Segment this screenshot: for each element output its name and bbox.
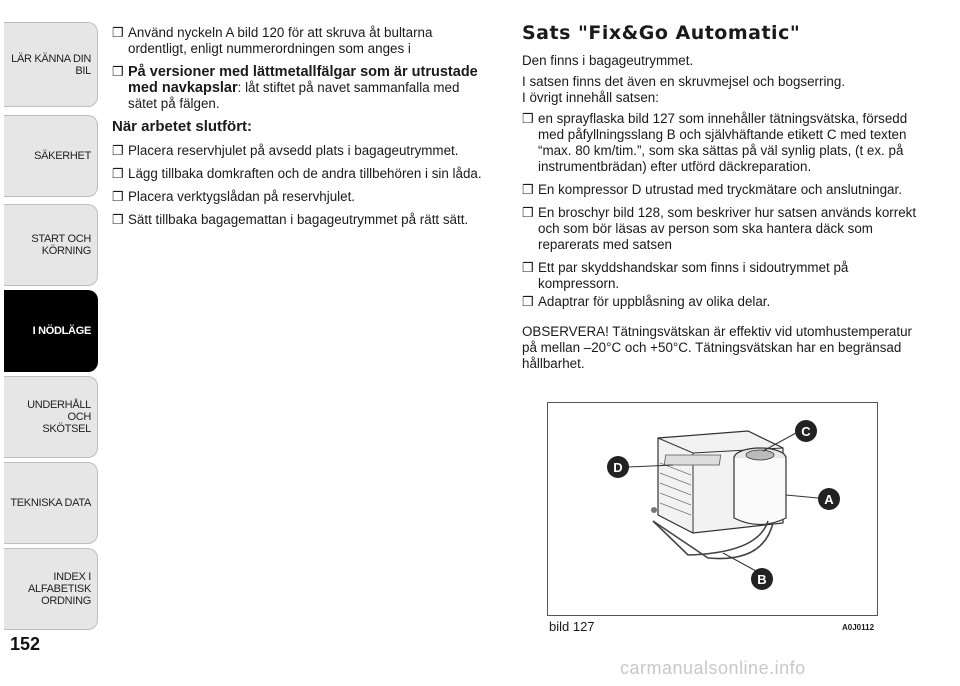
checkbox-bullet-icon: ❒: [112, 64, 124, 79]
list-item: [112, 143, 488, 159]
watermark: carmanualsonline.info: [620, 658, 806, 678]
tab-start-och-korning[interactable]: [4, 204, 98, 286]
tab-label: INDEX I ALFABETISK ORDNING: [27, 571, 91, 607]
checkbox-bullet-icon: ❒: [112, 143, 124, 158]
item-text: Sätt tillbaka bagagemattan i bagageutrymmet på rätt sätt.: [128, 212, 469, 227]
list-item: [522, 205, 917, 253]
item-text: Använd nyckeln A bild 120 för att skruva åt bultarna ordentligt, enligt nummerordningen som anges i: [128, 25, 433, 56]
right-column: [522, 22, 917, 377]
checkbox-bullet-icon: ❒: [522, 182, 534, 197]
tab-label: LÄR KÄNNA DIN BIL: [11, 52, 91, 77]
label-a-badge: [818, 488, 840, 510]
tab-index[interactable]: [4, 548, 98, 630]
tab-label: UNDERHÅLL OCH SKÖTSEL: [27, 399, 91, 435]
item-text: Placera verktygslådan på reservhjulet.: [128, 189, 356, 204]
compressor-illustration: [548, 403, 877, 615]
list-item: [112, 64, 488, 112]
label-b-badge: [751, 568, 773, 590]
tab-label: TEKNISKA DATA: [10, 497, 91, 509]
svg-text:B: B: [757, 572, 767, 587]
tab-sakerhet[interactable]: [4, 115, 98, 197]
chapter-sidebar: [0, 0, 100, 686]
svg-text:A: A: [824, 492, 834, 507]
svg-text:D: D: [613, 460, 623, 475]
item-text: Lägg tillbaka domkraften och de andra tillbehören i sin låda.: [128, 166, 482, 181]
item-text: Placera reservhjulet på avsedd plats i bagageutrymmet.: [128, 143, 459, 158]
list-item: [522, 294, 917, 310]
list-item: [522, 260, 917, 292]
tab-label: START OCH KÖRNING: [31, 233, 91, 257]
label-c-badge: [795, 420, 817, 442]
list-item: [522, 111, 917, 175]
list-item: [112, 25, 488, 57]
figure-compressor-kit: [547, 402, 878, 616]
checkbox-bullet-icon: ❒: [112, 189, 124, 204]
figure-caption: bild 127: [549, 619, 595, 634]
list-item: [522, 182, 917, 198]
checkbox-bullet-icon: ❒: [112, 212, 124, 227]
page-number: 152: [10, 634, 41, 654]
checkbox-bullet-icon: ❒: [522, 294, 534, 309]
paragraph: I satsen finns det även en skruvmejsel och bogserring.: [522, 74, 846, 89]
tab-tekniska-data[interactable]: [4, 462, 98, 544]
list-item: [112, 166, 488, 182]
list-item: [112, 212, 488, 228]
item-text: En kompressor D utrustad med tryckmätare och anslutningar.: [538, 182, 902, 197]
section-title: Sats "Fix&Go Automatic": [522, 22, 801, 44]
paragraph: I övrigt innehåll satsen:: [522, 90, 659, 105]
left-column: [112, 25, 488, 235]
section-heading: När arbetet slutfört:: [112, 118, 253, 135]
tab-lar-kanna-din-bil[interactable]: [4, 22, 98, 107]
checkbox-bullet-icon: ❒: [522, 260, 534, 275]
item-bold-text: På versioner med lättmetallfälgar som är utrustade med navkapslar: [128, 64, 478, 96]
item-text: En broschyr bild 128, som beskriver hur satsen används korrekt och som bör läsas av person som ska hantera däck som reparerats med satsen: [538, 205, 917, 252]
item-text: Adaptrar för uppblåsning av olika delar.: [538, 294, 771, 309]
checkbox-bullet-icon: ❒: [522, 205, 534, 220]
item-text: Ett par skyddshandskar som finns i sidoutrymmet på kompressorn.: [538, 260, 849, 291]
list-item: [112, 189, 488, 205]
svg-text:C: C: [801, 424, 811, 439]
checkbox-bullet-icon: ❒: [112, 25, 124, 40]
tab-underhall-och-skotsel[interactable]: [4, 376, 98, 458]
label-d-badge: [607, 456, 629, 478]
note-paragraph: OBSERVERA! Tätningsvätskan är effektiv vid utomhustemperatur på mellan –20°C och +50°C. Tätningsvätskan har en begränsad hållbarhet.: [522, 324, 913, 371]
checkbox-bullet-icon: ❒: [112, 166, 124, 181]
item-text: en sprayflaska bild 127 som innehåller tätningsvätska, försedd med påfyllningsslang B och självhäftande etikett C med texten “max. 80 km/tim.”, som ska sättas på väl synlig plats, (t ex. på instrumentbrädan) efter utförd däckreparation.: [538, 111, 908, 174]
checkbox-bullet-icon: ❒: [522, 111, 534, 126]
tab-label: I NÖDLÄGE: [32, 325, 91, 337]
figure-code: A0J0112: [842, 623, 875, 632]
item-text: : låt stiftet på navet sammanfalla med sätet på fälgen.: [128, 80, 460, 111]
paragraph: Den finns i bagageutrymmet.: [522, 53, 694, 68]
tab-i-nodlage[interactable]: [4, 290, 98, 372]
tab-label: SÄKERHET: [34, 150, 91, 162]
